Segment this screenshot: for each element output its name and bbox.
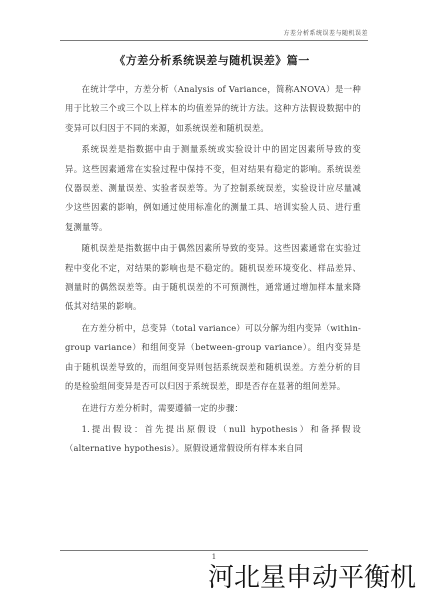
page-number: 1 — [211, 553, 217, 561]
paragraph-systematic-error: 系统误差是指数据中由于测量系统或实验设计中的固定因素所导致的变异。这些因素通常在实验过程中保持不变，但对结果有稳定的影响。系统误差仪器误差、测量误差、实验者误差等。为了控制系统误差，实验设计应尽量减少这些因素的影响，例如通过使用标准化的测量工具、培训实验人员、进行重复测量等。 — [65, 144, 361, 232]
page-footer — [60, 550, 368, 561]
watermark: 河北星申动平衡机 — [207, 563, 416, 593]
document-title: 《方差分析系统误差与随机误差》篇一 — [114, 54, 310, 67]
paragraph-steps-intro: 在进行方差分析时，需要遵循一定的步骤： — [81, 402, 244, 413]
paragraph-random-error: 随机误差是指数据中由于偶然因素所导致的变异。这些因素通常在实验过程中变化不定，对结果的影响也是不稳定的。随机误差环境变化、样品差异、测量时的偶然误差等。由于随机误差的不可预测性，通常通过增加样本量来降低其对结果的影响。 — [65, 243, 361, 312]
page-header — [60, 26, 368, 41]
paragraph-variance-decomposition: 在方差分析中，总变异（total variance）可以分解为组内变异（within-group variance）和组间变异（between-group variance）。组内变异是由于随机误差导致的，而组间变异则包括系统误差和随机误差。方差分析的目的是检验组间变异是否可以归因于系统误差，即是否存在显著的组间差异。 — [65, 322, 361, 392]
running-head: 方差分析系统误差与随机误差 — [283, 30, 368, 37]
paragraph-anova-intro: 在统计学中，方差分析（Analysis of Variance，简称ANOVA）是一种用于比较三个或三个以上样本的均值差异的统计方法。这种方法假设数据中的变异可以归因于不同的来源，如系统误差和随机误差。 — [65, 84, 361, 133]
document-body — [65, 80, 361, 461]
paragraph-step-1: 1.提出假设：首先提出原假设（null hypothesis）和备择假设（alternative hypothesis）。原假设通常假设所有样本来自同 — [65, 423, 361, 454]
